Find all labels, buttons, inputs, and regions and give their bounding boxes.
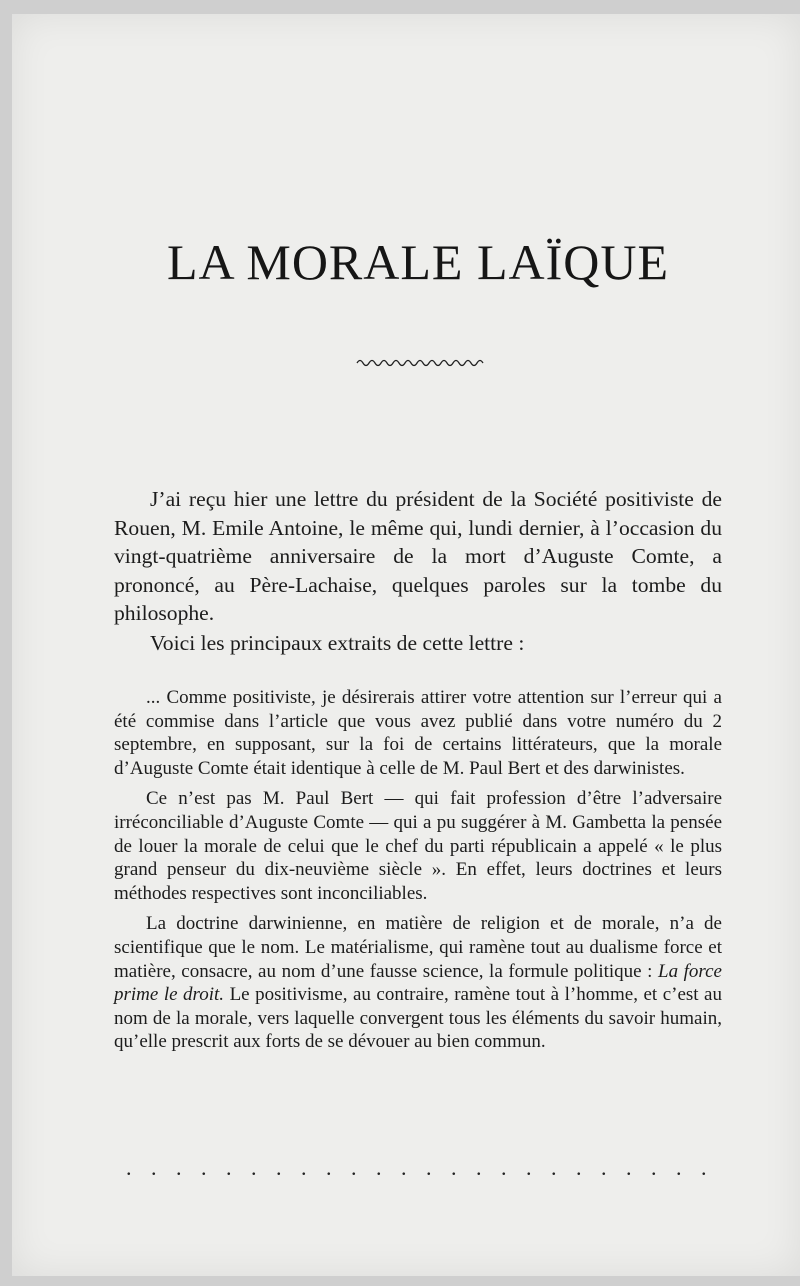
intro-paragraph: J’ai reçu hier une lettre du président de la Société positiviste de Rouen, M. Emile Antoine, le même qui, lundi dernier, à l’occasion du vingt-quatrième anniversaire de la mort d’Auguste Comte, a prononcé, au Père-Lachaise, quelques paroles sur la tombe du philosophe. (114, 487, 722, 625)
letter-excerpt (114, 686, 722, 1054)
intro-text (114, 485, 722, 657)
excerpt-text: La doctrine darwinienne, en matière de religion et de morale, n’a de scientifique que le nom. Le matérialisme, qui ramène tout au dualisme force et matière, consacre, au nom d’une fausse science, la formule politique : (114, 913, 722, 982)
chapter-title: LA MORALE LAÏQUE (166, 234, 670, 290)
excerpt-paragraph: Ce n’est pas M. Paul Bert — qui fait profession d’être l’adversaire irréconciliable d’Auguste Comte — qui a pu suggérer à M. Gambetta la pensée de louer la morale de celui que le chef du parti républicain a appelé « le plus grand penseur du dix-neuvième siècle ». En effet, leurs doctrines et leurs méthodes respectives sont inconciliables. (114, 788, 722, 904)
excerpt-paragraph (114, 912, 722, 1054)
excerpt-paragraph: ... Comme positiviste, je désirerais attirer votre attention sur l’erreur qui a été commise dans l’article que vous avez publié dans votre numéro du 2 septembre, en supposant, sur la foi de certains littérateurs, que la morale d’Auguste Comte était identique à celle de M. Paul Bert et des darwinistes. (114, 687, 722, 779)
excerpt-italic-text: La force prime le droit. (114, 960, 722, 1006)
wavy-rule-ornament (355, 356, 487, 370)
ellipsis-dots: ........................ (126, 1155, 726, 1180)
excerpt-text: Le positivisme, au contraire, ramène tout à l’homme, et c’est au nom de la morale, vers laquelle convergent tous les éléments du savoir humain, qu’elle prescrit aux forts de se dévouer au bien commun. (114, 984, 722, 1053)
intro-paragraph: Voici les principaux extraits de cette lettre : (150, 630, 525, 655)
